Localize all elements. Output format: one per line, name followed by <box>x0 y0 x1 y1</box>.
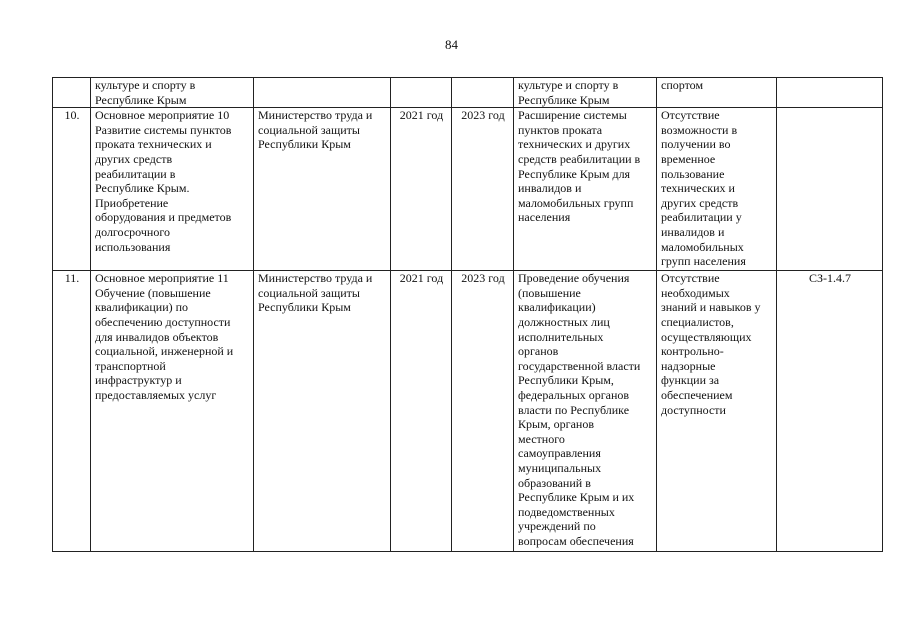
indicator-code-cell <box>777 78 883 108</box>
indicator-code-cell: СЗ-1.4.7 <box>777 271 883 552</box>
event-cell: культуре и спорту в Республике Крым <box>91 78 254 108</box>
consequences-cell: Отсутствие необходимых знаний и навыков у специалистов, осуществляющих контрольно- надзорные функции за обеспечением доступности <box>657 271 777 552</box>
page-number: 84 <box>445 37 458 52</box>
start-year-cell: 2021 год <box>391 271 452 552</box>
table-row <box>53 271 883 552</box>
table-row <box>53 108 883 271</box>
end-year-cell: 2023 год <box>452 271 514 552</box>
start-year-cell <box>391 78 452 108</box>
start-year-cell: 2021 год <box>391 108 452 271</box>
event-cell: Основное мероприятие 10 Развитие системы пунктов проката технических и других средств реабилитации в Республике Крым. Приобретение оборудования и предметов долгосрочного использования <box>91 108 254 271</box>
consequences-cell: спортом <box>657 78 777 108</box>
executor-cell: Министерство труда и социальной защиты Республики Крым <box>254 271 391 552</box>
result-cell: культуре и спорту в Республике Крым <box>514 78 657 108</box>
measures-table <box>52 77 883 552</box>
row-number-cell <box>53 78 91 108</box>
consequences-cell: Отсутствие возможности в получении во временное пользование технических и других средств реабилитации у инвалидов и маломобильных групп населения <box>657 108 777 271</box>
event-cell: Основное мероприятие 11 Обучение (повышение квалификации) по обеспечению доступности для инвалидов объектов социальной, инженерной и транспортной инфраструктур и предоставляемых услуг <box>91 271 254 552</box>
executor-cell <box>254 78 391 108</box>
end-year-cell: 2023 год <box>452 108 514 271</box>
result-cell: Расширение системы пунктов проката технических и других средств реабилитации в Республике Крым для инвалидов и маломобильных групп населения <box>514 108 657 271</box>
result-cell: Проведение обучения (повышение квалификации) должностных лиц исполнительных органов государственной власти Республики Крым, федеральных органов власти по Республике Крым, органов местного самоуправления муниципальных образований в Республике Крым и их подведомственных учреждений по вопросам обеспечения <box>514 271 657 552</box>
indicator-code-cell <box>777 108 883 271</box>
end-year-cell <box>452 78 514 108</box>
row-number-cell: 11. <box>53 271 91 552</box>
row-number-cell: 10. <box>53 108 91 271</box>
table-row <box>53 78 883 108</box>
executor-cell: Министерство труда и социальной защиты Республики Крым <box>254 108 391 271</box>
